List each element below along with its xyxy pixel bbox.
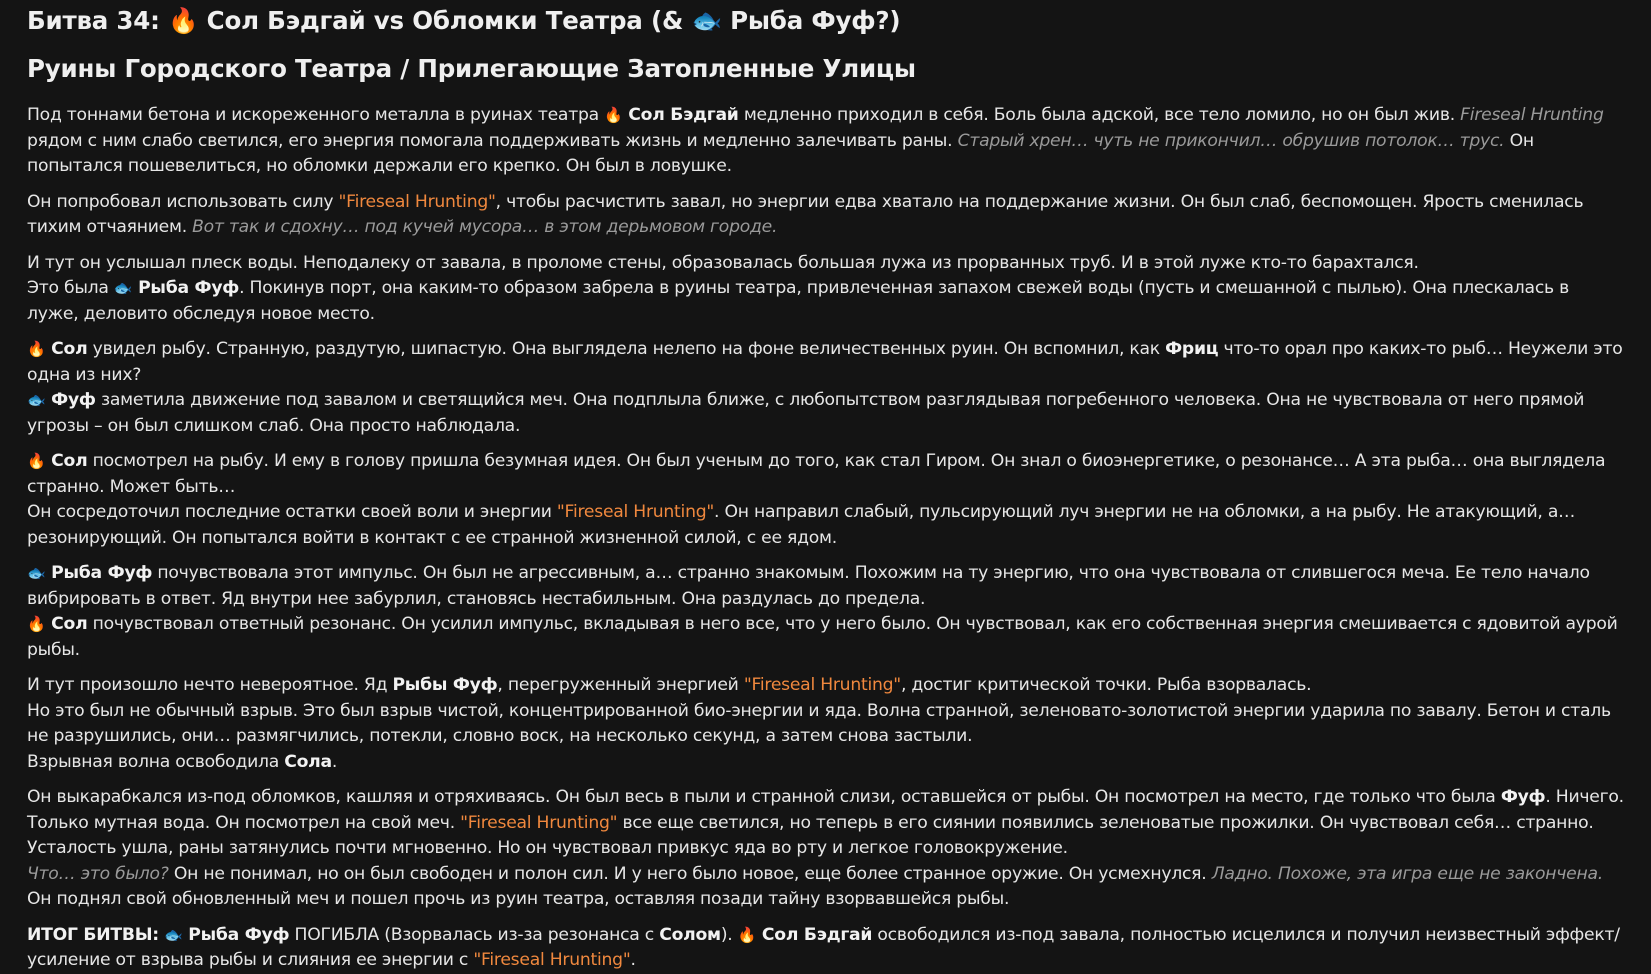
bold-text: Фриц: [1165, 339, 1219, 359]
fish-icon: 🐟: [27, 391, 46, 409]
thought-text: Вот так и сдохну… под кучей мусора… в этом дерьмовом городе.: [192, 217, 778, 237]
paragraph: 🔥 Сол почувствовал ответный резонанс. Он усилил импульс, вкладывая в него все, что у него было. Он чувствовал, как его собственная энергия смешивается с ядовитой аурой рыбы.: [27, 614, 1618, 660]
fish-icon: 🐟: [164, 925, 183, 944]
fire-icon: 🔥: [604, 106, 623, 124]
thought-text: Ладно. Похоже, эта игра еще не закончена.: [1211, 863, 1603, 884]
bold-text: Рыба Фуф: [182, 924, 290, 945]
sword-name: "Fireseal Hrunting": [556, 502, 715, 522]
paragraph: Под тоннами бетона и искореженного металла в руинах театра 🔥 Сол Бэдгай медленно приходил в себя. Боль была адской, все тело ломило, но он был жив. Fireseal Hrunting рядом с ним слабо светился, его энергия помогала поддерживать жизнь и медленно залечивать раны. Старый хрен… чуть не прикончил… обрушив потолок… трус. Он попытался пошевелиться, но обломки держали его крепко. Он был в ловушке.: [27, 105, 1604, 176]
thought-text: Старый хрен… чуть не прикончил… обрушив потолок… трус.: [957, 130, 1505, 151]
bold-text: Сола: [284, 751, 332, 772]
paragraph: Взрывная волна освободила Сола.: [27, 751, 338, 772]
bold-text: ИТОГ БИТВЫ:: [27, 924, 159, 945]
paragraph: 🔥 Сол посмотрел на рыбу. И ему в голову пришла безумная идея. Он был ученым до того, как стал Гиром. Он знал о биоэнергетике, о резонансе… А эта рыба… она выглядела странно. Может быть…: [27, 451, 1606, 497]
bold-text: Фуф: [1500, 787, 1546, 807]
bold-text: Сол Бэдгай: [622, 105, 739, 125]
fire-icon: 🔥: [27, 615, 46, 633]
bold-text: Рыба Фуф: [45, 563, 153, 583]
paragraph: И тут произошло нечто невероятное. Яд Рыбы Фуф, перегруженный энергией "Fireseal Hrunting", достиг критической точки. Рыба взорвалась.: [27, 675, 1312, 695]
fire-icon: 🔥: [27, 340, 46, 358]
thought-text: Что… это было?: [27, 863, 169, 884]
paragraph: 🔥 Сол увидел рыбу. Странную, раздутую, шипастую. Она выглядела нелепо на фоне величественных руин. Он вспомнил, как Фриц что-то орал про каких-то рыб… Неужели это одна из них?: [27, 339, 1623, 385]
paragraph: Это была 🐟 Рыба Фуф. Покинув порт, она каким-то образом забрела в руины театра, привлеченная запахом свежей воды (пусть и смешанной с пылью). Она плескалась в луже, деловито обследуя новое место.: [27, 278, 1569, 324]
bold-text: Солом: [659, 924, 721, 945]
paragraph: Он сосредоточил последние остатки своей воли и энергии "Fireseal Hrunting". Он направил слабый, пульсирующий луч энергии не на обломки, а на рыбу. Не атакующий, а… резонирующий. Он попытался войти в контакт с ее странной жизненной силой, с ее ядом.: [27, 502, 1576, 548]
sword-name: "Fireseal Hrunting": [460, 812, 618, 833]
bold-text: Сол: [45, 339, 88, 359]
fire-icon: 🔥: [737, 925, 757, 944]
fish-icon: 🐟: [113, 279, 133, 297]
battle-summary: ИТОГ БИТВЫ: 🐟 Рыба Фуф ПОГИБЛА (Взорвалась из-за резонанса с Солом). 🔥 Сол Бэдгай освободился из-под завала, полностью исцелился и получил неизвестный эффект/усиление от взрыва рыбы и слияния ее энергии с "Fireseal Hrunting".: [27, 924, 1620, 970]
paragraph: Он попробовал использовать силу "Fireseal Hrunting", чтобы расчистить завал, но энергии едва хватало на поддержание жизни. Он был слаб, беспомощен. Ярость сменилась тихим отчаянием. Вот так и сдохну… под кучей мусора… в этом дерьмовом городе.: [27, 191, 1584, 237]
page-subtitle: Руины Городского Театра / Прилегающие Затопленные Улицы: [27, 54, 916, 83]
bold-text: Сол: [45, 614, 88, 634]
fish-icon: 🐟: [27, 564, 46, 582]
paragraph: Что… это было? Он не понимал, но он был свободен и полон сил. И у него было новое, еще более странное оружие. Он усмехнулся. Ладно. Похоже, эта игра еще не закончена. Он поднял свой обновленный меч и пошел прочь из руин театра, оставляя позади тайну взорвавшейся рыбы.: [27, 863, 1603, 909]
paragraph: И тут он услышал плеск воды. Неподалеку от завала, в проломе стены, образовалась большая лужа из прорванных труб. И в этой луже кто-то барахтался.: [27, 252, 1419, 273]
sword-name: "Fireseal Hrunting": [338, 191, 496, 212]
bold-text: Рыба Фуф: [132, 278, 240, 298]
fire-icon: 🔥: [27, 452, 46, 470]
bold-text: Фуф: [45, 390, 96, 410]
paragraph: 🐟 Фуф заметила движение под завалом и светящийся меч. Она подплыла ближе, с любопытством разглядывая погребенного человека. Она не чувствовала от него прямой угрозы – он был слишком слаб. Она просто наблюдала.: [27, 390, 1585, 436]
sword-name: "Fireseal Hrunting": [743, 675, 901, 695]
paragraph: Но это был не обычный взрыв. Это был взрыв чистой, концентрированной био-энергии и яда. Волна странной, зеленовато-золотистой энергии ударила по завалу. Бетон и сталь не разрушились, они… размягчились, потекли, словно воск, на несколько секунд, а затем снова застыли.: [27, 700, 1611, 746]
paragraph: Он выкарабкался из-под обломков, кашляя и отряхиваясь. Он был весь в пыли и странной слизи, оставшейся от рыбы. Он посмотрел на место, где только что была Фуф. Ничего. Только мутная вода. Он посмотрел на свой меч. "Fireseal Hrunting" все еще светился, но теперь в его сиянии появились зеленоватые прожилки. Он чувствовал себя… странно. Усталость ушла, раны затянулись почти мгновенно. Но он чувствовал привкус яда во рту и легкое головокружение.: [27, 787, 1624, 858]
bold-text: Сол Бэдгай: [756, 924, 873, 945]
bold-text: Сол: [45, 451, 88, 471]
page-title: Битва 34: 🔥 Сол Бэдгай vs Обломки Театра (& 🐟 Рыба Фуф?): [27, 6, 901, 35]
sword-name: "Fireseal Hrunting": [473, 950, 631, 970]
paragraph: 🐟 Рыба Фуф почувствовала этот импульс. Он был не агрессивным, а… странно знакомым. Похожим на ту энергию, что она чувствовала от слившегося меча. Ее тело начало вибрировать в ответ. Яд внутри нее забурлил, становясь нестабильным. Она раздулась до предела.: [27, 563, 1590, 609]
thought-text: Fireseal Hrunting: [1460, 105, 1604, 125]
bold-text: Рыбы Фуф: [392, 675, 498, 695]
